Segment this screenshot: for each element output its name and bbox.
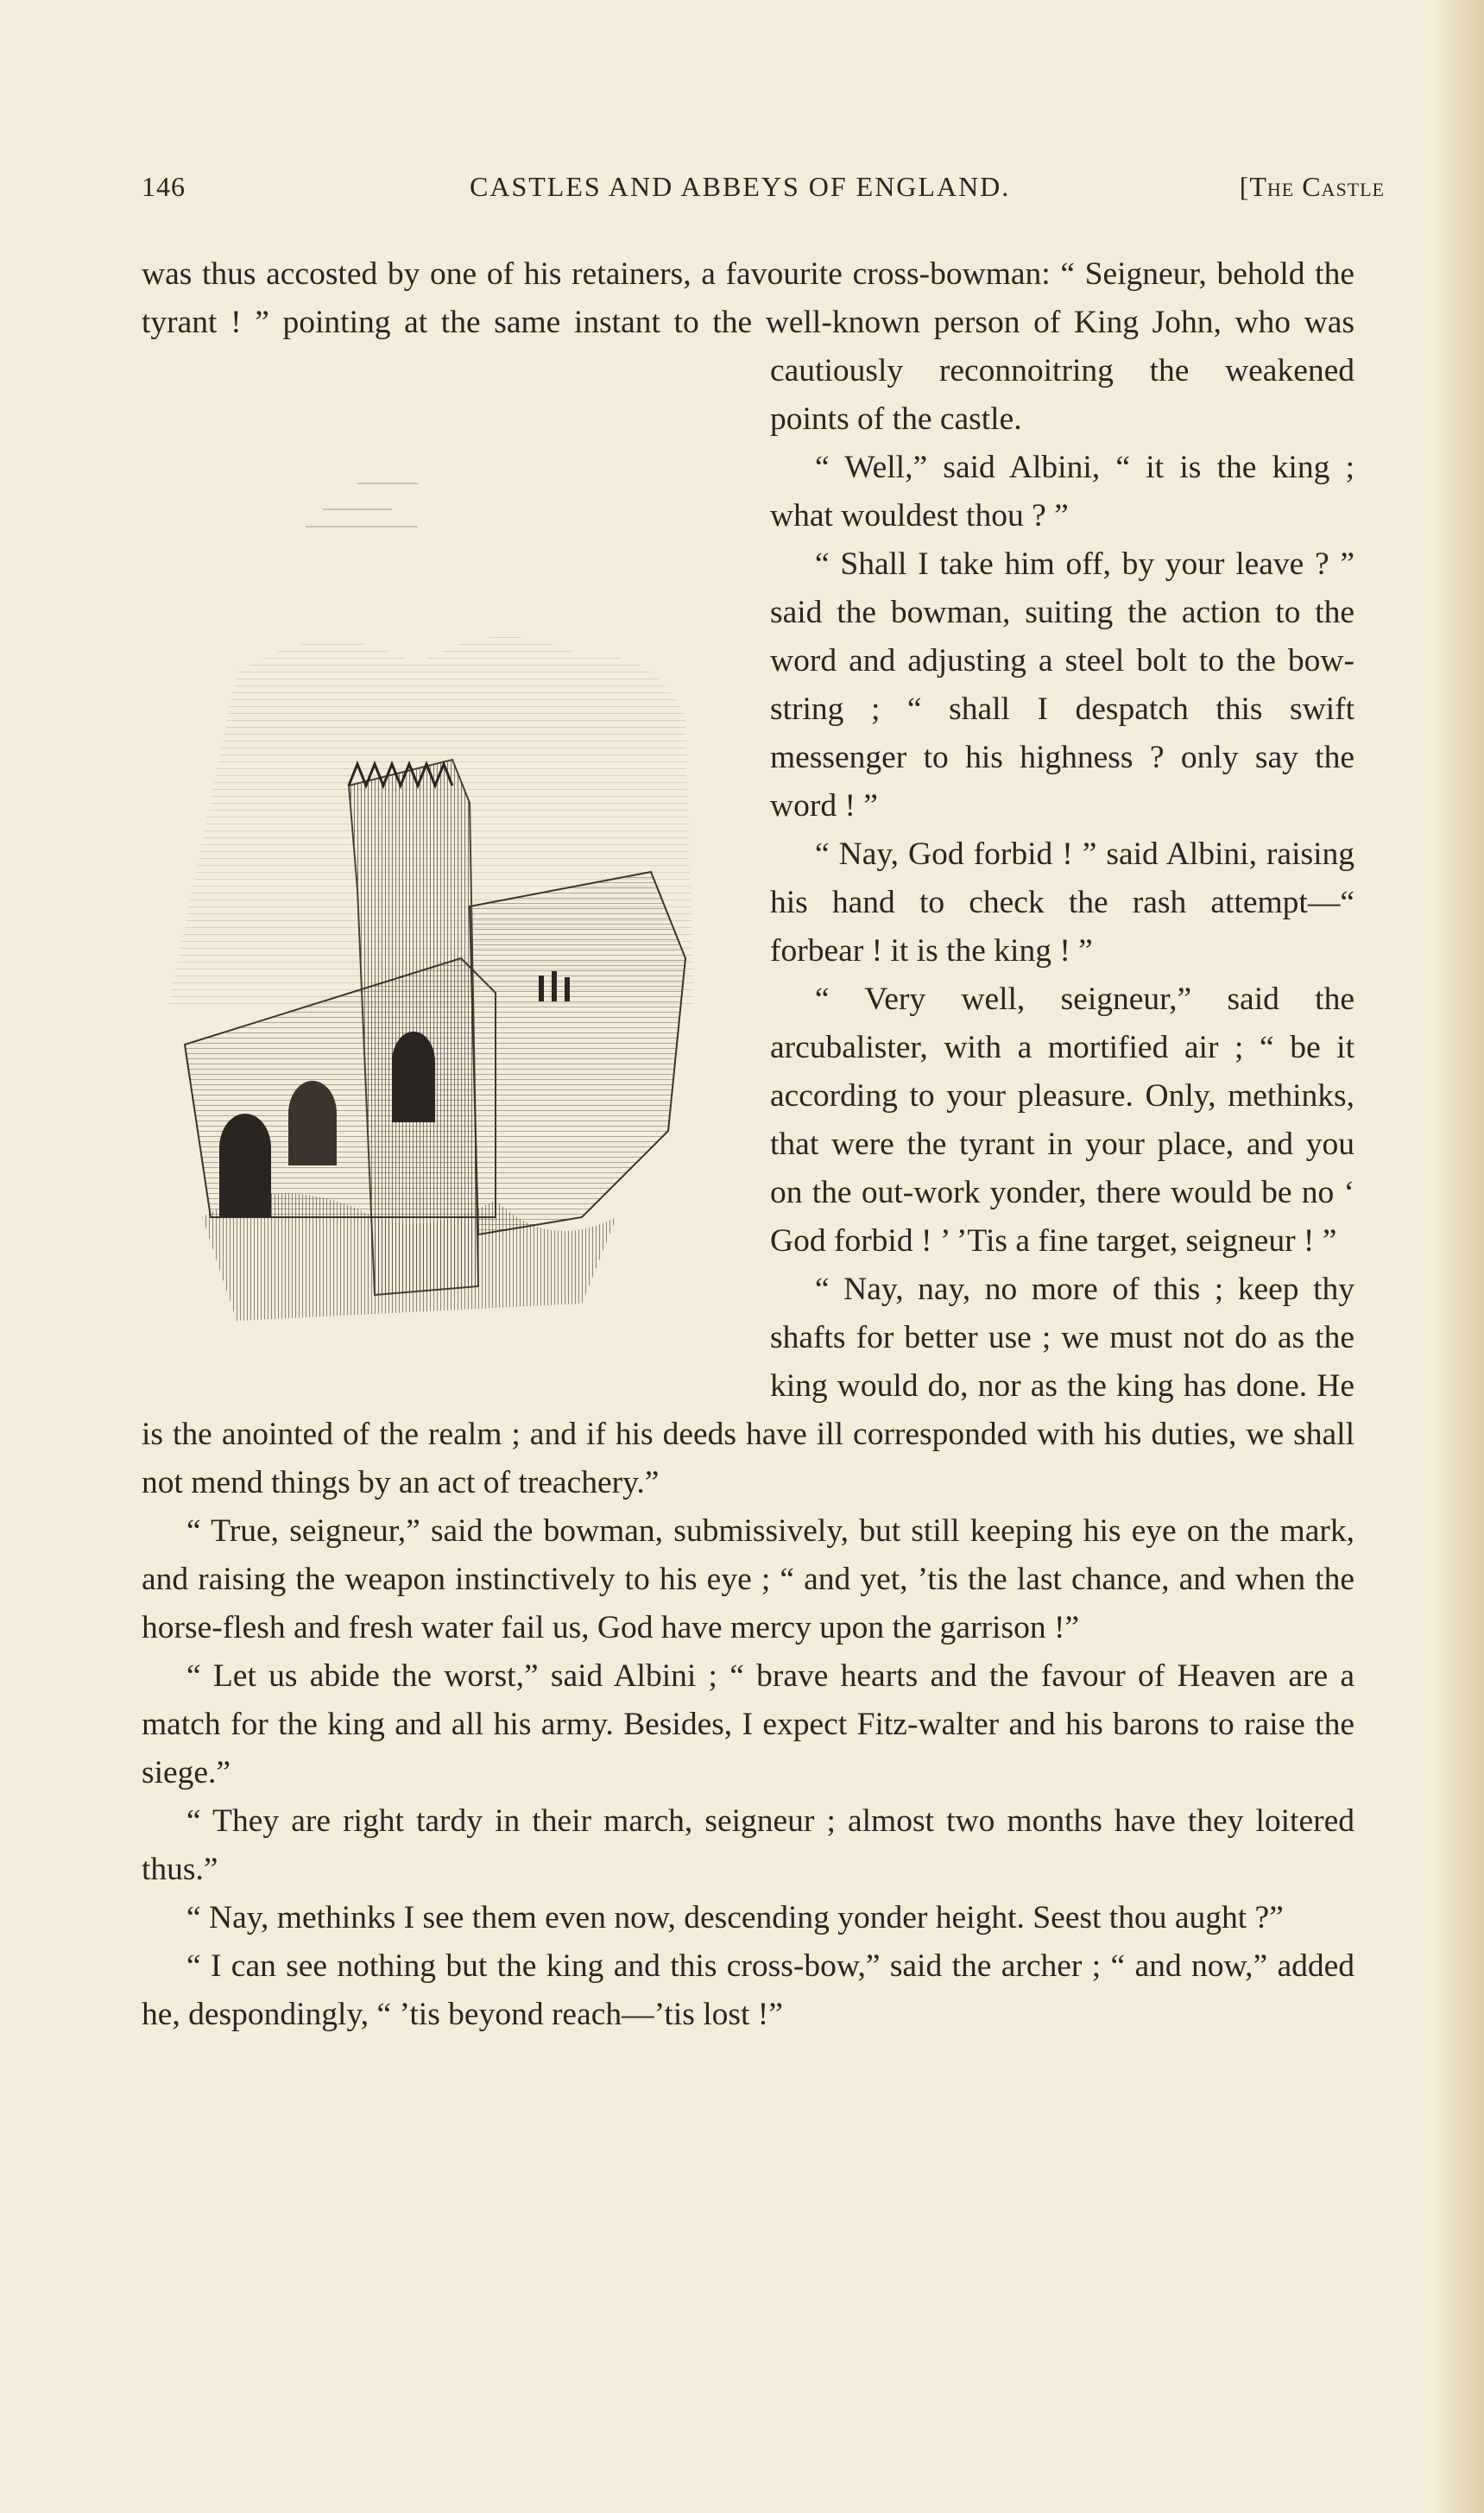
paragraph-11: “ I can see nothing but the king and this cross-bow,” said the archer ; “ and now,” added he, despondingly, “ ’tis beyond reach—’tis lost !” — [142, 1948, 1355, 2032]
page-edge-shade — [1432, 0, 1484, 2513]
page-header — [142, 171, 1385, 214]
running-title: CASTLES AND ABBEYS OF ENGLAND. — [470, 171, 1011, 202]
paragraph-9: “ They are right tardy in their march, seigneur ; almost two months have they loitered thus.” — [142, 1803, 1355, 1887]
paragraph-3: “ Shall I take him off, by your leave ? ” said the bowman, suiting the action to the word and adjusting a steel bolt to the bow-string ; “ shall I despatch this swift messenger to his highness ? only say the word ! ” — [770, 546, 1355, 824]
page-number: 146 — [142, 171, 186, 202]
paragraph-5: “ Very well, seigneur,” said the arcubalister, with a mortified air ; “ be it according to your pleasure. Only, methinks, that were the tyrant in your place, and you on the out-work yonder, there would be no ‘ God forbid ! ’ ’Tis a fine target, seigneur ! ” — [770, 982, 1355, 1259]
paragraph-1: was thus accosted by one of his retainers, a favourite cross-bowman: “ Seigneur, behold the tyrant ! ” pointing at the same instant to the well-known person of King John, who was cautiously reconnoitring the weakened points of the castle. — [142, 256, 1355, 437]
paragraph-2: “ Well,” said Albini, “ it is the king ; what wouldest thou ? ” — [770, 450, 1355, 534]
section-title: [The Castle — [1239, 171, 1385, 202]
castle-ruin-illustration-icon — [133, 354, 737, 1373]
paragraph-10: “ Nay, methinks I see them even now, descending yonder height. Seest thou aught ?” — [186, 1900, 1284, 1935]
body-text — [142, 250, 1355, 2039]
castle-engraving — [133, 354, 755, 1373]
paragraph-7: “ True, seigneur,” said the bowman, submissively, but still keeping his eye on the mark, and raising the weapon instinctively to his eye ; “ and yet, ’tis the last chance, and when the horse-flesh and fresh water fail us, God have mercy upon the garrison !” — [142, 1513, 1355, 1645]
paragraph-8: “ Let us abide the worst,” said Albini ; “ brave hearts and the favour of Heaven are a match for the king and all his army. Besides, I expect Fitz-walter and his barons to raise the siege.” — [142, 1658, 1355, 1790]
paragraph-6: “ Nay, nay, no more of this ; keep thy shafts for better use ; we must not do as the king would do, nor as the king has done. He is the anointed of the realm ; and if his deeds have ill corresponded with his duties, we shall not mend things by an act of treachery.” — [142, 1272, 1355, 1500]
paragraph-4: “ Nay, God forbid ! ” said Albini, raising his hand to check the rash attempt—“ forbear ! it is the king ! ” — [770, 837, 1355, 969]
